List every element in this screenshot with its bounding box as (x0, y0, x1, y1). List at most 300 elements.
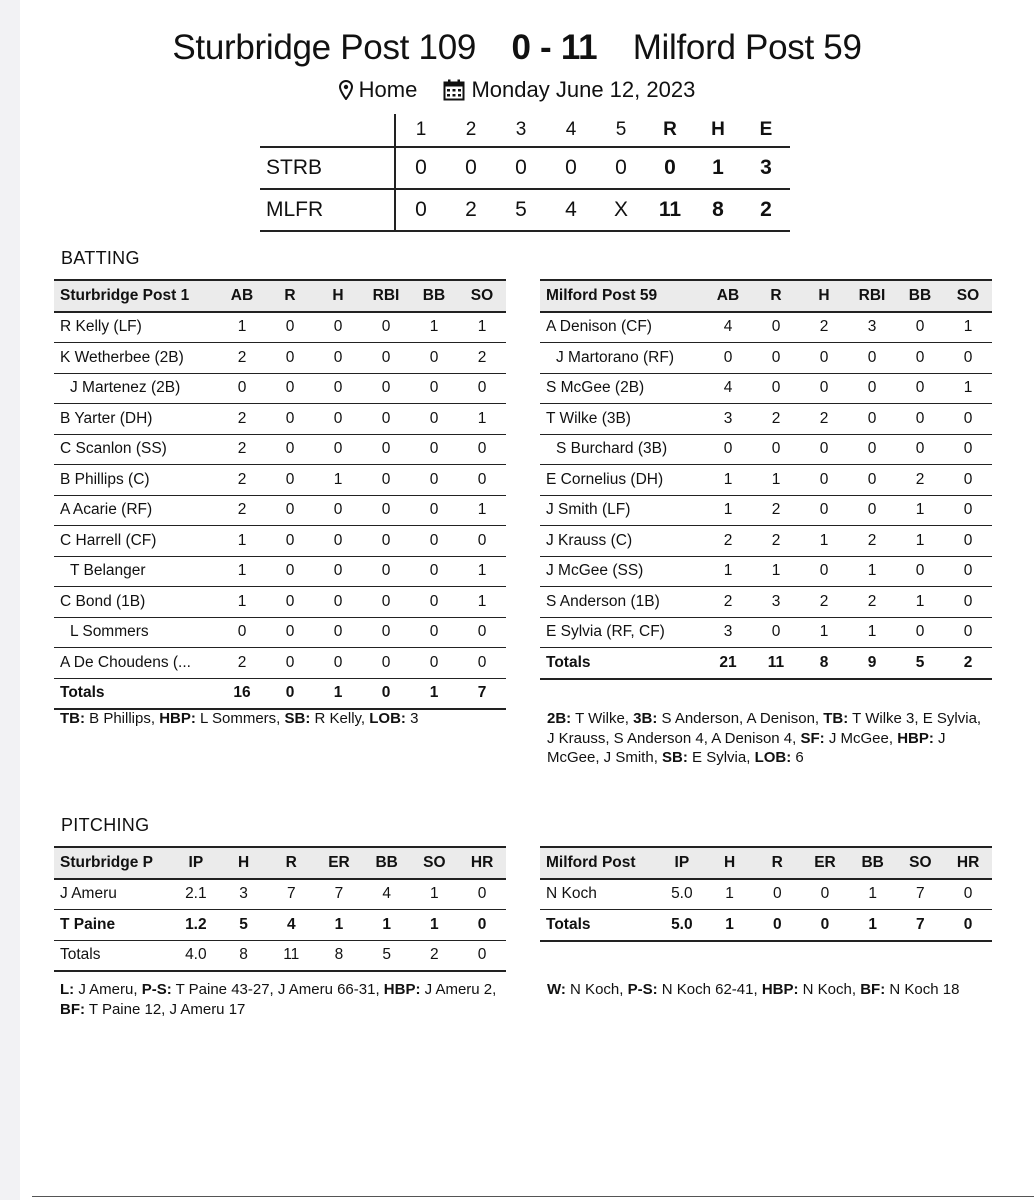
stat-column-header: BB (363, 847, 411, 879)
stat-column-header: SO (411, 847, 459, 879)
total-value: 0 (362, 678, 410, 709)
note-value: N Koch 18 (885, 981, 960, 998)
hits-total: 1 (712, 156, 724, 179)
stat-value: 1 (896, 587, 944, 618)
pitching-notes-away (60, 980, 505, 1019)
note-value: B Phillips, (85, 710, 160, 727)
totals-label: Totals (54, 678, 218, 709)
stat-value: 2 (218, 465, 266, 496)
stat-value: 0 (944, 526, 992, 557)
stat-value: 0 (458, 617, 506, 648)
stat-value: 2 (752, 404, 800, 435)
stat-value: 0 (314, 495, 362, 526)
total-value: 9 (848, 648, 896, 679)
pitching-table-home (540, 846, 992, 942)
batter-row (54, 373, 506, 404)
total-value: 0 (944, 910, 992, 941)
batter-row (540, 587, 992, 618)
inning-header: 2 (465, 119, 477, 140)
stat-value: 1 (458, 312, 506, 343)
note-key: SB: (662, 749, 688, 766)
stat-value: 0 (752, 434, 800, 465)
note-key: HBP: (897, 729, 934, 747)
total-value: 7 (458, 678, 506, 709)
stat-value: 0 (362, 404, 410, 435)
stat-value: 0 (362, 343, 410, 374)
stat-column-header: SO (458, 280, 506, 312)
batting-notes-away (60, 709, 505, 729)
note-key: BF: (60, 1000, 85, 1018)
stat-value: 0 (944, 465, 992, 496)
stat-value: 7 (897, 879, 945, 910)
stat-column-header: R (752, 280, 800, 312)
stat-value: 4 (363, 879, 411, 910)
errors-total: 2 (760, 198, 772, 221)
note-key: L: (60, 981, 75, 998)
player-name: A De Choudens (... (54, 648, 218, 679)
note-key: HBP: (383, 981, 421, 998)
total-value: 8 (315, 940, 363, 971)
note-key: TB: (60, 710, 85, 727)
stat-value: 0 (848, 465, 896, 496)
stat-value: 1 (944, 312, 992, 343)
batter-row (54, 556, 506, 587)
stat-value: 0 (362, 495, 410, 526)
table-header-row (540, 847, 992, 879)
date-text: Monday June 12, 2023 (471, 77, 696, 103)
pitcher-row (54, 910, 506, 941)
stat-column-header: ER (801, 847, 849, 879)
note-value: J McGee, J Smith, (547, 729, 946, 766)
stat-value: 0 (896, 312, 944, 343)
stat-value: 4 (267, 910, 315, 941)
linescore-header (260, 114, 790, 147)
totals-label: Totals (540, 648, 704, 679)
stat-column-header: HR (944, 847, 992, 879)
stat-column-header: AB (704, 280, 752, 312)
stat-value: 0 (458, 465, 506, 496)
stat-value: 0 (266, 526, 314, 557)
batter-row (540, 556, 992, 587)
stat-value: 2 (218, 343, 266, 374)
batting-table-away (54, 279, 506, 710)
stat-value: 0 (410, 495, 458, 526)
stat-value: 0 (944, 879, 992, 910)
batter-row (540, 404, 992, 435)
player-name: R Kelly (LF) (54, 312, 218, 343)
stat-value: 1 (848, 556, 896, 587)
stat-value: 2 (218, 404, 266, 435)
stat-value: 0 (752, 343, 800, 374)
stat-value: 0 (458, 434, 506, 465)
linescore-row-away (260, 147, 790, 189)
stat-value: 0 (362, 312, 410, 343)
note-value: S Anderson, A Denison, (657, 710, 824, 727)
team-column-header: Sturbridge Post 1 (54, 280, 218, 312)
stat-value: 1 (944, 373, 992, 404)
inning-score: 0 (395, 189, 446, 231)
note-key: LOB: (369, 710, 406, 727)
total-value: 2 (411, 940, 459, 971)
total-value: 1 (314, 678, 362, 709)
stat-value: 0 (896, 434, 944, 465)
stat-value: 0 (410, 648, 458, 679)
total-value: 4.0 (172, 940, 220, 971)
batting-table-home (540, 279, 992, 680)
note-value: L Sommers, (195, 710, 285, 727)
pitcher-row (54, 879, 506, 910)
note-value: T Paine 12, J Ameru 17 (85, 1000, 246, 1018)
stat-value: 1 (704, 465, 752, 496)
stat-value: 3 (704, 617, 752, 648)
player-name: B Yarter (DH) (54, 404, 218, 435)
stat-value: 1 (849, 879, 897, 910)
batter-row (540, 526, 992, 557)
player-name: C Scanlon (SS) (54, 434, 218, 465)
inning-score: 0 (465, 156, 477, 179)
stat-value: 2 (704, 526, 752, 557)
batter-row (540, 434, 992, 465)
inning-score: 0 (615, 156, 627, 179)
team-column-header: Milford Post (540, 847, 658, 879)
player-name: S Anderson (1B) (540, 587, 704, 618)
stat-value: 2 (848, 587, 896, 618)
note-key: SB: (284, 710, 311, 727)
stat-column-header: R (266, 280, 314, 312)
stat-value: 0 (314, 434, 362, 465)
player-name: A Denison (CF) (540, 312, 704, 343)
inning-score: 0 (395, 147, 446, 189)
game-title (0, 28, 1034, 68)
stat-value: 0 (266, 648, 314, 679)
note-value: J Ameru 2, (420, 981, 497, 998)
stat-value: 1 (411, 910, 459, 941)
stat-value: 0 (410, 587, 458, 618)
stat-column-header: R (267, 847, 315, 879)
note-value: 6 (791, 749, 804, 766)
stat-value: 0 (801, 879, 849, 910)
errors-total: 3 (760, 156, 772, 179)
stat-value: 1 (458, 587, 506, 618)
stat-value: 0 (944, 587, 992, 618)
stat-value: 0 (362, 373, 410, 404)
inning-score: 2 (465, 198, 477, 221)
stat-value: 2 (218, 648, 266, 679)
stat-value: 2.1 (172, 879, 220, 910)
player-name: B Phillips (C) (54, 465, 218, 496)
table-header-row (54, 847, 506, 879)
stat-column-header: R (753, 847, 801, 879)
team-column-header: Sturbridge P (54, 847, 172, 879)
stat-value: 0 (266, 556, 314, 587)
stat-value: 4 (704, 373, 752, 404)
player-name: N Koch (540, 879, 658, 910)
total-value: 0 (753, 910, 801, 941)
stat-value: 0 (314, 648, 362, 679)
stat-value: 0 (800, 434, 848, 465)
totals-label: Totals (54, 940, 172, 971)
stat-value: 0 (800, 556, 848, 587)
note-key: HBP: (159, 710, 196, 727)
stat-value: 0 (266, 434, 314, 465)
inning-header: 5 (615, 119, 627, 140)
team-column-header: Milford Post 59 (540, 280, 704, 312)
player-name: J McGee (SS) (540, 556, 704, 587)
stat-value: 2 (218, 434, 266, 465)
stat-value: 1 (848, 617, 896, 648)
location-info (339, 77, 418, 103)
batter-row (54, 434, 506, 465)
stat-column-header: SO (897, 847, 945, 879)
total-value: 0 (458, 940, 506, 971)
stat-value: 1 (896, 526, 944, 557)
player-name: J Martorano (RF) (540, 343, 704, 374)
table-header-row (540, 280, 992, 312)
stat-value: 1 (752, 465, 800, 496)
inning-header: 4 (565, 119, 577, 140)
stat-value: 0 (800, 373, 848, 404)
inning-header: 1 (395, 114, 446, 147)
note-key: SF: (800, 729, 825, 747)
totals-label: Totals (540, 910, 658, 941)
away-team-name: Sturbridge Post 109 (172, 28, 477, 67)
stat-column-header: HR (458, 847, 506, 879)
home-team-name: Milford Post 59 (632, 28, 862, 67)
note-value: 3 (405, 710, 419, 727)
stat-column-header: H (220, 847, 268, 879)
stat-value: 2 (800, 587, 848, 618)
note-key: 3B: (633, 710, 658, 727)
total-value: 7 (897, 910, 945, 941)
player-name: L Sommers (54, 617, 218, 648)
stat-value: 0 (314, 312, 362, 343)
stat-value: 2 (458, 343, 506, 374)
player-name: T Belanger (54, 556, 218, 587)
note-value: J Ameru, (74, 981, 142, 998)
totals-row (54, 940, 506, 971)
stat-value: 0 (314, 587, 362, 618)
table-header-row (54, 280, 506, 312)
stat-value: 1 (800, 617, 848, 648)
totals-row (540, 648, 992, 679)
stat-value: 0 (266, 343, 314, 374)
player-name: C Harrell (CF) (54, 526, 218, 557)
stat-value: 0 (458, 879, 506, 910)
note-value: T Wilke 3, E Sylvia, J Krauss, S Anderson 4, A Denison 4, (547, 710, 982, 747)
errors-header: E (759, 119, 773, 140)
stat-value: 0 (896, 617, 944, 648)
stat-value: 3 (752, 587, 800, 618)
final-score: 0 - 11 (511, 28, 598, 67)
player-name: A Acarie (RF) (54, 495, 218, 526)
total-value: 1 (706, 910, 754, 941)
stat-column-header: RBI (362, 280, 410, 312)
stat-value: 0 (314, 373, 362, 404)
note-key: TB: (823, 710, 849, 727)
total-value: 2 (944, 648, 992, 679)
total-value: 16 (218, 678, 266, 709)
batter-row (54, 495, 506, 526)
stat-value: 0 (266, 587, 314, 618)
total-value: 5.0 (658, 910, 706, 941)
stat-column-header: RBI (848, 280, 896, 312)
stat-value: 5 (220, 910, 268, 941)
stat-value: 0 (266, 312, 314, 343)
stat-value: 0 (800, 465, 848, 496)
total-value: 21 (704, 648, 752, 679)
stat-value: 1 (752, 556, 800, 587)
game-info (0, 76, 1034, 103)
batter-row (54, 526, 506, 557)
stat-value: 7 (315, 879, 363, 910)
stat-value: 0 (896, 343, 944, 374)
stat-value: 0 (410, 526, 458, 557)
batter-row (540, 465, 992, 496)
stat-value: 1.2 (172, 910, 220, 941)
total-value: 0 (266, 678, 314, 709)
stat-value: 0 (752, 617, 800, 648)
stat-value: 1 (410, 312, 458, 343)
player-name: T Wilke (3B) (540, 404, 704, 435)
stat-value: 0 (753, 879, 801, 910)
stat-value: 0 (410, 373, 458, 404)
stat-value: 0 (362, 465, 410, 496)
stat-value: 0 (704, 343, 752, 374)
total-value: 8 (220, 940, 268, 971)
player-name: J Smith (LF) (540, 495, 704, 526)
stat-value: 0 (848, 404, 896, 435)
stat-value: 1 (800, 526, 848, 557)
stat-value: 0 (362, 648, 410, 679)
note-value: N Koch, (565, 981, 628, 998)
inning-score: 5 (515, 198, 527, 221)
stat-value: 0 (944, 343, 992, 374)
player-name: J Ameru (54, 879, 172, 910)
stat-value: 1 (704, 556, 752, 587)
pitching-section-title: PITCHING (61, 815, 150, 835)
stat-value: 0 (800, 343, 848, 374)
player-name: E Cornelius (DH) (540, 465, 704, 496)
linescore-row-home (260, 189, 790, 231)
stat-value: 2 (752, 495, 800, 526)
batter-row (54, 404, 506, 435)
stat-column-header: BB (849, 847, 897, 879)
stat-value: 0 (266, 495, 314, 526)
hits-header: H (711, 119, 725, 140)
stat-value: 0 (752, 373, 800, 404)
batter-row (54, 587, 506, 618)
stat-value: 0 (848, 434, 896, 465)
stat-value: 2 (704, 587, 752, 618)
stat-value: 2 (800, 312, 848, 343)
note-key: HBP: (761, 981, 799, 998)
stat-value: 0 (362, 617, 410, 648)
player-name: T Paine (54, 910, 172, 941)
stat-value: 0 (896, 404, 944, 435)
stat-value: 0 (848, 343, 896, 374)
stat-value: 0 (410, 343, 458, 374)
stat-value: 0 (362, 556, 410, 587)
stat-value: 0 (944, 404, 992, 435)
stat-value: 0 (314, 617, 362, 648)
total-value: 1 (849, 910, 897, 941)
stat-value: 3 (220, 879, 268, 910)
stat-value: 1 (896, 495, 944, 526)
total-value: 11 (267, 940, 315, 971)
batter-row (54, 312, 506, 343)
batter-row (54, 648, 506, 679)
stat-value: 1 (218, 526, 266, 557)
stat-value: 0 (410, 465, 458, 496)
location-text: Home (358, 77, 418, 103)
stat-value: 0 (218, 617, 266, 648)
stat-column-header: ER (315, 847, 363, 879)
stat-value: 1 (458, 404, 506, 435)
stat-value: 2 (752, 526, 800, 557)
player-name: S McGee (2B) (540, 373, 704, 404)
stat-value: 0 (944, 556, 992, 587)
map-pin-icon (339, 80, 353, 100)
pitching-notes-home (547, 980, 987, 1000)
stat-value: 0 (362, 587, 410, 618)
stat-value: 1 (218, 312, 266, 343)
stat-value: 0 (362, 526, 410, 557)
player-name: C Bond (1B) (54, 587, 218, 618)
note-value: T Wilke, (571, 710, 634, 727)
note-key: BF: (860, 981, 886, 998)
stat-column-header: SO (944, 280, 992, 312)
stat-value: 0 (944, 617, 992, 648)
totals-row (540, 910, 992, 941)
total-value: 5 (896, 648, 944, 679)
note-value: J McGee, (824, 729, 898, 747)
batting-section-title: BATTING (61, 248, 140, 268)
stat-value: 2 (800, 404, 848, 435)
hits-total: 8 (712, 198, 724, 221)
total-value: 1 (410, 678, 458, 709)
inning-header: 3 (515, 119, 527, 140)
stat-value: 0 (848, 373, 896, 404)
runs-header: R (663, 119, 677, 140)
stat-value: 1 (315, 910, 363, 941)
runs-total: 11 (658, 198, 682, 221)
stat-value: 0 (218, 373, 266, 404)
inning-score: 4 (565, 198, 577, 221)
stat-value: 0 (314, 526, 362, 557)
stat-value: 1 (704, 495, 752, 526)
stat-value: 5.0 (658, 879, 706, 910)
stat-column-header: IP (658, 847, 706, 879)
batter-row (540, 495, 992, 526)
stat-value: 0 (458, 526, 506, 557)
batter-row (540, 312, 992, 343)
stat-value: 0 (944, 434, 992, 465)
stat-value: 1 (314, 465, 362, 496)
stat-value: 0 (314, 343, 362, 374)
stat-value: 0 (410, 556, 458, 587)
stat-value: 0 (458, 910, 506, 941)
stat-value: 3 (704, 404, 752, 435)
stat-column-header: H (706, 847, 754, 879)
note-key: LOB: (754, 749, 792, 766)
note-value: E Sylvia, (687, 749, 755, 766)
batter-row (540, 373, 992, 404)
stat-column-header: H (314, 280, 362, 312)
total-value: 11 (752, 648, 800, 679)
inning-score: X (613, 198, 628, 221)
stat-value: 4 (704, 312, 752, 343)
stat-value: 2 (896, 465, 944, 496)
